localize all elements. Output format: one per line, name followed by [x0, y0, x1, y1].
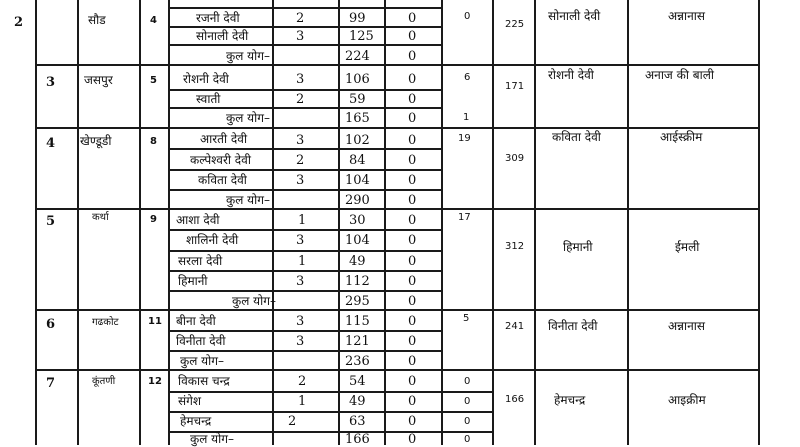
table-border	[139, 0, 141, 445]
serial-number: 2	[14, 15, 24, 30]
participant-c: 0	[408, 334, 417, 349]
participant-c: 0	[408, 213, 417, 228]
village-name: गढकोट	[92, 317, 119, 328]
row-divider	[168, 107, 442, 109]
participant-c: 0	[408, 233, 417, 248]
row-divider	[35, 208, 758, 210]
sum-c: 0	[408, 354, 417, 369]
participant-b: 104	[345, 173, 370, 188]
participant-c: 0	[408, 92, 417, 107]
sum-value: 224	[345, 49, 370, 64]
sum-c: 0	[408, 432, 417, 447]
dish-name: अनाज की बाली	[645, 68, 714, 82]
participant-a: 2	[298, 374, 307, 389]
row-divider	[168, 270, 442, 272]
serial-number: 7	[46, 376, 56, 391]
village-name: कूंतणी	[92, 376, 116, 387]
participant-b: 115	[345, 314, 370, 329]
row-divider	[168, 7, 442, 9]
participant-a: 3	[296, 233, 305, 248]
row-divider	[35, 64, 758, 66]
grand-total: 225	[505, 19, 525, 30]
participant-name: बीना देवी	[176, 314, 216, 328]
grand-total: 309	[505, 153, 525, 164]
row-total: 17	[458, 212, 471, 223]
participant-d: 0	[464, 396, 471, 407]
participant-a: 1	[298, 394, 307, 409]
sum-c: 0	[408, 111, 417, 126]
participant-b: 30	[349, 213, 366, 228]
winner-name: रोशनी देवी	[548, 68, 594, 82]
table-border	[534, 0, 536, 445]
participant-b: 84	[349, 153, 366, 168]
table-border	[492, 0, 494, 445]
row-divider	[168, 411, 492, 413]
sum-extra: 1	[463, 112, 470, 123]
participant-a: 3	[296, 133, 305, 148]
participant-a: 1	[298, 213, 307, 228]
participant-c: 0	[408, 394, 417, 409]
participant-d: 0	[464, 376, 471, 387]
participant-name: कविता देवी	[198, 173, 247, 187]
sum-value: 165	[345, 111, 370, 126]
participant-a: 3	[296, 334, 305, 349]
participant-c: 0	[408, 72, 417, 87]
participant-a: 3	[296, 314, 305, 329]
participant-name: स्वाती	[196, 92, 221, 106]
participant-b: 106	[345, 72, 370, 87]
winner-name: सोनाली देवी	[548, 9, 601, 23]
grand-total: 312	[505, 241, 525, 252]
participant-a: 2	[296, 92, 305, 107]
dish-name: आईस्क्रीम	[660, 130, 703, 144]
participant-c: 0	[408, 29, 417, 44]
participant-a: 3	[296, 29, 305, 44]
participant-name: रोशनी देवी	[183, 72, 229, 86]
participant-name: संगेश	[178, 394, 202, 408]
row-divider	[168, 148, 442, 150]
participant-b: 49	[349, 394, 366, 409]
dish-name: ईमली	[675, 240, 700, 254]
participant-name: कल्पेश्वरी देवी	[190, 153, 251, 167]
row-divider	[168, 169, 442, 171]
table-border	[77, 0, 79, 445]
serial-number: 6	[46, 317, 56, 332]
participant-name: विनीता देवी	[176, 334, 226, 348]
participant-c: 0	[408, 153, 417, 168]
table-border	[272, 0, 274, 445]
serial-number: 5	[46, 214, 56, 229]
village-name: सौड	[88, 13, 106, 27]
sum-value: 236	[345, 354, 370, 369]
winner-name: हेमचन्द्र	[554, 393, 586, 407]
row-divider	[168, 290, 442, 292]
row-divider	[168, 229, 442, 231]
sum-c: 0	[408, 294, 417, 309]
participant-b: 54	[349, 374, 366, 389]
row-divider	[168, 89, 442, 91]
participant-b: 99	[349, 11, 366, 26]
participant-count: 5	[150, 75, 157, 86]
participant-c: 0	[408, 274, 417, 289]
participant-a: 3	[296, 173, 305, 188]
row-divider	[168, 189, 442, 191]
table-border	[168, 0, 170, 445]
participant-name: आरती देवी	[200, 132, 248, 146]
participant-c: 0	[408, 11, 417, 26]
sum-d: 0	[464, 434, 471, 445]
participant-a: 2	[288, 414, 297, 429]
participant-b: 49	[349, 254, 366, 269]
sum-label: कुल योग–	[226, 111, 270, 125]
table-border	[758, 0, 760, 445]
dish-name: आइक्रीम	[668, 393, 706, 407]
participant-d: 0	[464, 416, 471, 427]
row-divider	[35, 369, 758, 371]
participant-name: हिमानी	[178, 274, 208, 288]
participant-a: 3	[296, 72, 305, 87]
grand-total: 171	[505, 81, 525, 92]
participant-b: 125	[349, 29, 374, 44]
sum-c: 0	[408, 193, 417, 208]
participant-count: 12	[148, 376, 162, 387]
row-divider	[35, 127, 758, 129]
sum-c: 0	[408, 49, 417, 64]
row-divider	[168, 250, 442, 252]
participant-a: 2	[296, 153, 305, 168]
village-name: जसपुर	[84, 73, 113, 87]
row-divider	[35, 309, 758, 311]
participant-a: 2	[296, 11, 305, 26]
serial-number: 4	[46, 136, 56, 151]
sum-label: कुल योग–	[180, 354, 224, 368]
row-total: 5	[463, 313, 470, 324]
participant-a: 3	[296, 274, 305, 289]
sum-value: 290	[345, 193, 370, 208]
dish-name: अन्नानास	[668, 319, 705, 333]
row-divider	[168, 350, 442, 352]
participant-name: सोनाली देवी	[196, 29, 249, 43]
participant-b: 102	[345, 133, 370, 148]
participant-c: 0	[408, 374, 417, 389]
table-border	[338, 0, 340, 445]
participant-count: 4	[150, 15, 157, 26]
participant-c: 0	[408, 314, 417, 329]
sum-label: कुल योग–	[190, 432, 234, 446]
participant-a: 1	[298, 254, 307, 269]
serial-number: 3	[46, 75, 56, 90]
dish-name: अन्नानास	[668, 9, 705, 23]
participant-b: 59	[349, 92, 366, 107]
participant-c: 0	[408, 254, 417, 269]
participant-count: 8	[150, 136, 157, 147]
participant-b: 104	[345, 233, 370, 248]
row-divider	[168, 391, 492, 393]
grand-total: 166	[505, 394, 525, 405]
winner-name: विनीता देवी	[548, 319, 598, 333]
table-border	[384, 0, 386, 445]
winner-name: कविता देवी	[552, 130, 601, 144]
participant-count: 9	[150, 214, 157, 225]
participant-name: सरला देवी	[178, 254, 223, 268]
table-border	[441, 0, 443, 445]
participant-b: 112	[345, 274, 370, 289]
participant-b: 63	[349, 414, 366, 429]
sum-value: 166	[345, 432, 370, 447]
sum-label: कुल योग–	[226, 193, 270, 207]
sum-label: कुल योग–	[232, 294, 276, 308]
participant-name: विकास चन्द्र	[178, 374, 230, 388]
village-name: खेण्डूडी	[80, 134, 112, 148]
village-name: कर्था	[92, 212, 109, 223]
participant-name: शालिनी देवी	[186, 233, 239, 247]
table-border	[35, 0, 37, 445]
sum-value: 295	[345, 294, 370, 309]
participant-name: रजनी देवी	[196, 11, 240, 25]
row-divider	[168, 44, 442, 46]
row-divider	[168, 330, 442, 332]
participant-name: हेमचन्द्र	[180, 414, 212, 428]
sum-label: कुल योग–	[226, 49, 270, 63]
table-border	[627, 0, 629, 445]
participant-c: 0	[408, 133, 417, 148]
grand-total: 241	[505, 321, 525, 332]
participant-count: 11	[148, 316, 162, 327]
row-total: 6	[464, 72, 471, 83]
participant-b: 121	[345, 334, 370, 349]
row-total: 19	[458, 133, 471, 144]
winner-name: हिमानी	[563, 240, 593, 254]
row-divider	[168, 26, 442, 28]
participant-c: 0	[408, 173, 417, 188]
row-total: 0	[464, 11, 471, 22]
participant-name: आशा देवी	[176, 213, 220, 227]
participant-c: 0	[408, 414, 417, 429]
